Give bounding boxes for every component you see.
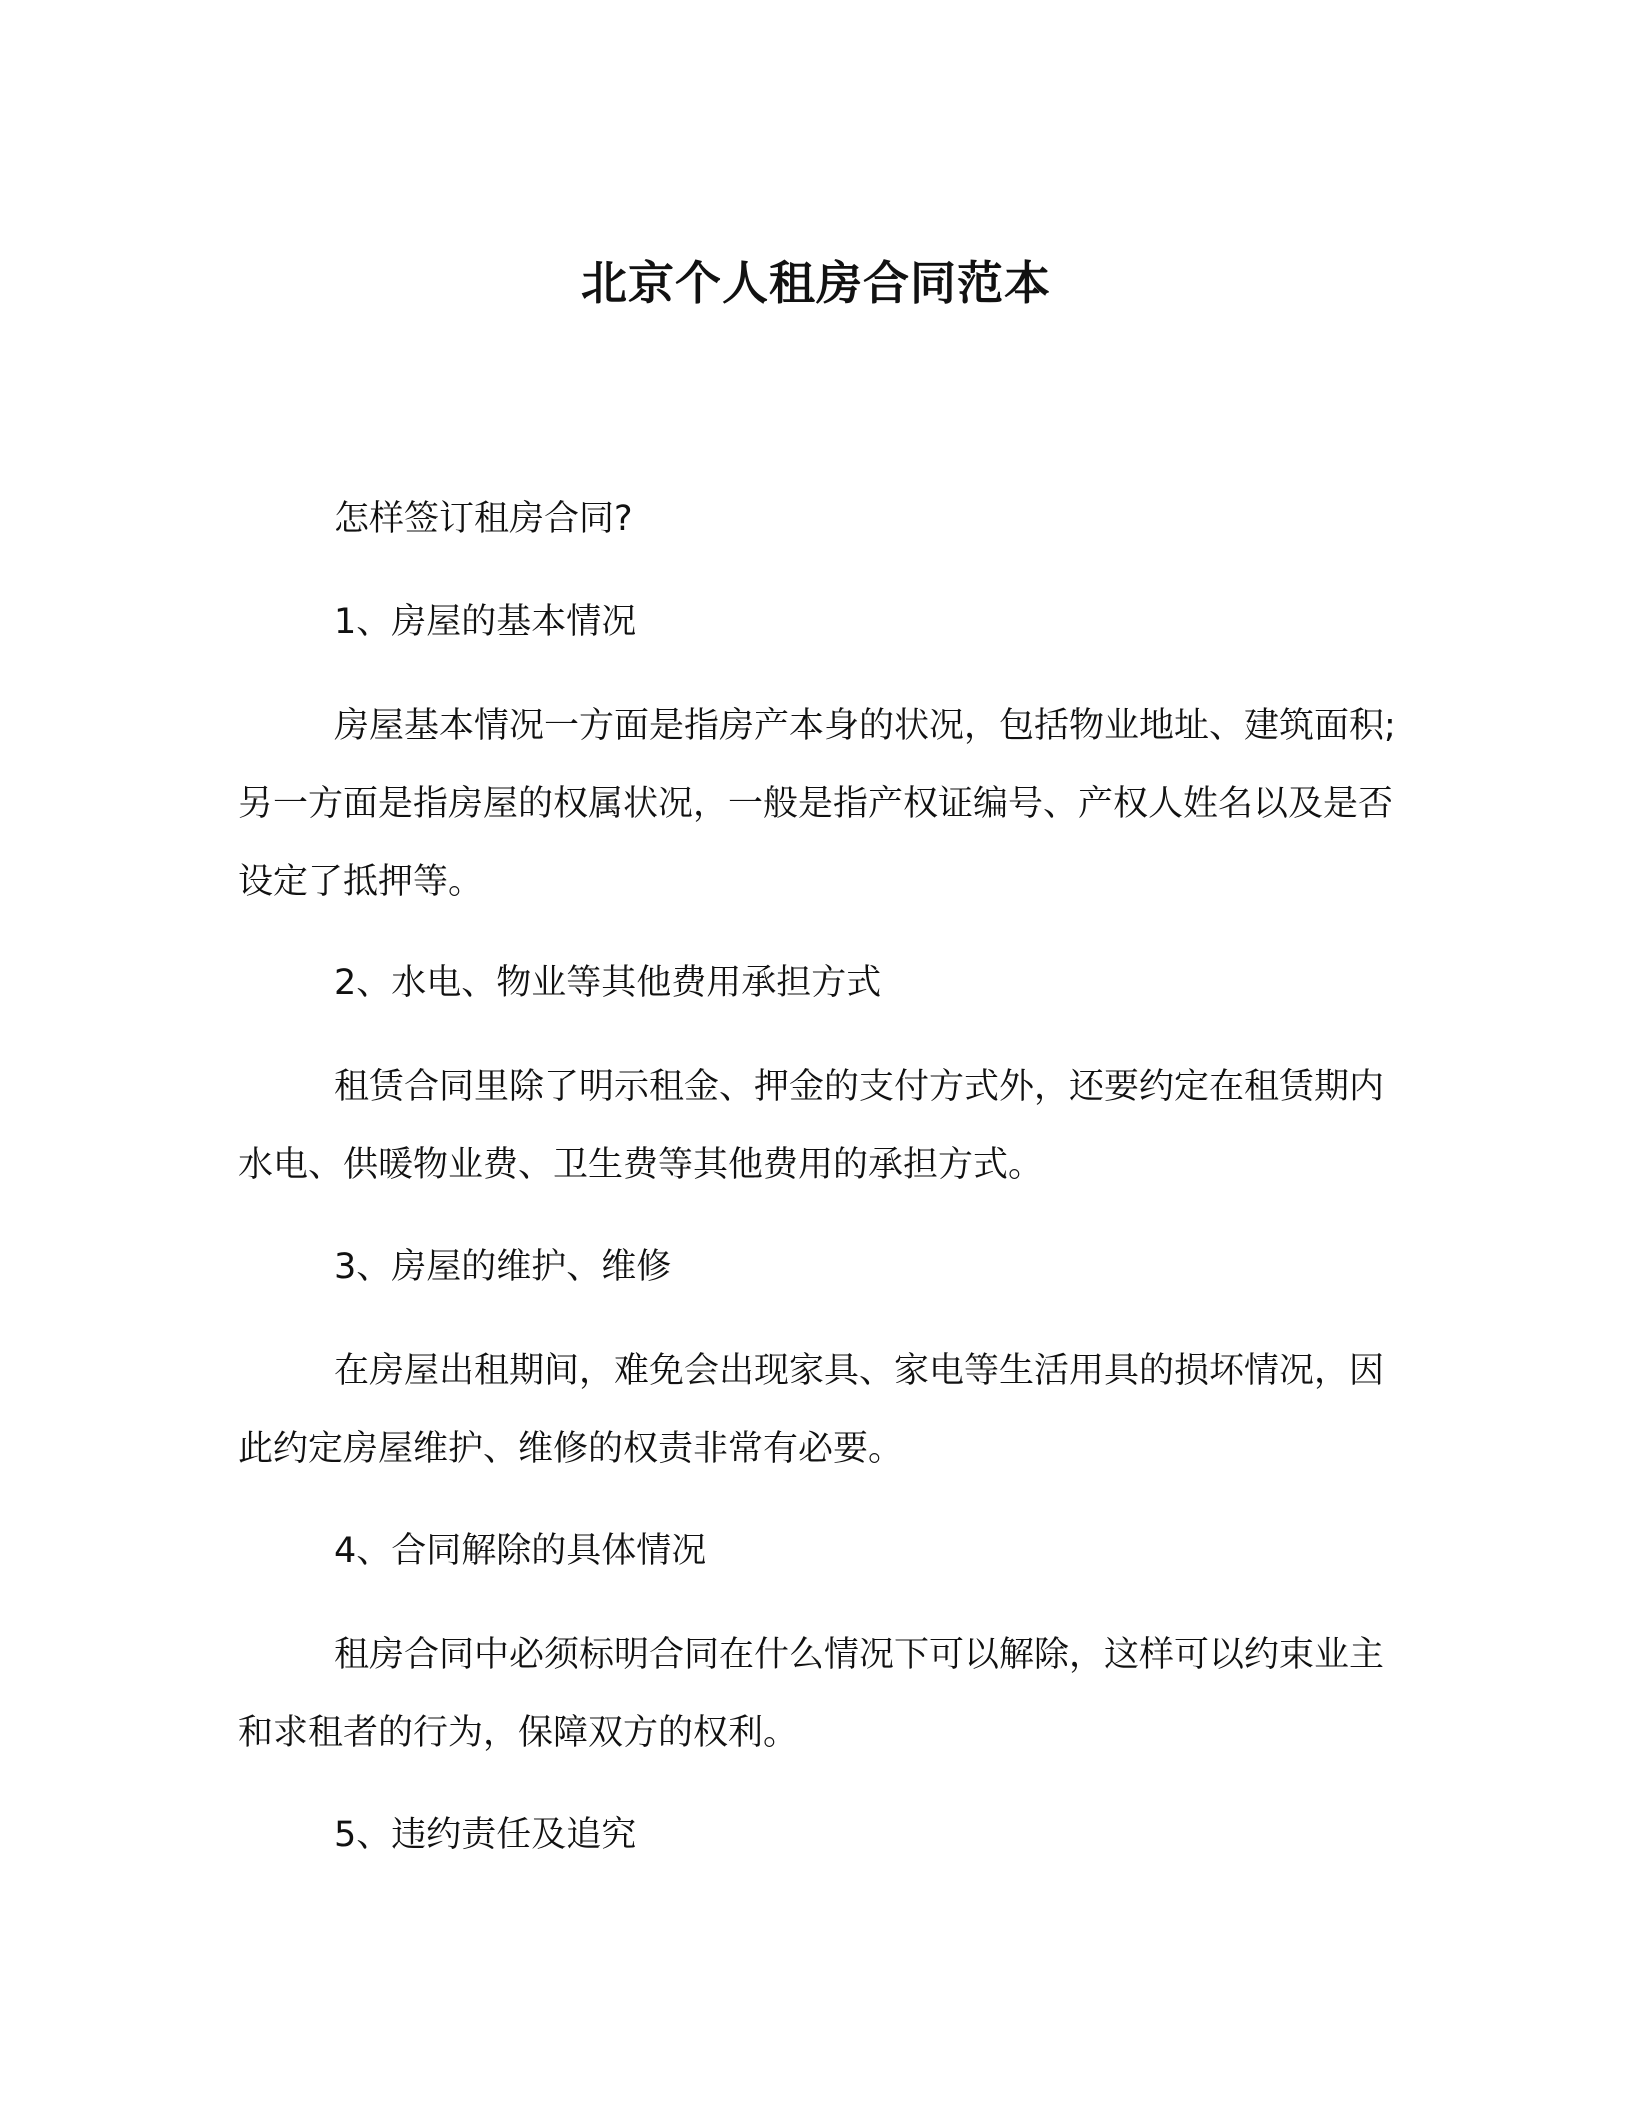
section-3-body: 在房屋出租期间，难免会出现家具、家电等生活用具的损坏情况，因此约定房屋维护、维修的权责非常有必要。 xyxy=(238,1351,1385,1469)
document-title: 北京个人租房合同范本 xyxy=(581,255,1051,310)
section-3-heading: 3、房屋的维护、维修 xyxy=(334,1247,672,1287)
section-1-body: 房屋基本情况一方面是指房产本身的状况，包括物业地址、建筑面积;另一方面是指房屋的权属状况，一般是指产权证编号、产权人姓名以及是否设定了抵押等。 xyxy=(238,706,1396,902)
section-5-heading: 5、违约责任及追究 xyxy=(334,1815,637,1855)
section-2-body: 租赁合同里除了明示租金、押金的支付方式外，还要约定在租赁期内水电、供暖物业费、卫生费等其他费用的承担方式。 xyxy=(238,1067,1385,1185)
section-4-body: 租房合同中必须标明合同在什么情况下可以解除，这样可以约束业主和求租者的行为，保障双方的权利。 xyxy=(238,1635,1385,1753)
section-2-heading: 2、水电、物业等其他费用承担方式 xyxy=(334,963,882,1003)
section-1-heading: 1、房屋的基本情况 xyxy=(334,602,637,642)
section-4-heading: 4、合同解除的具体情况 xyxy=(334,1531,707,1571)
intro-question: 怎样签订租房合同? xyxy=(334,499,633,539)
